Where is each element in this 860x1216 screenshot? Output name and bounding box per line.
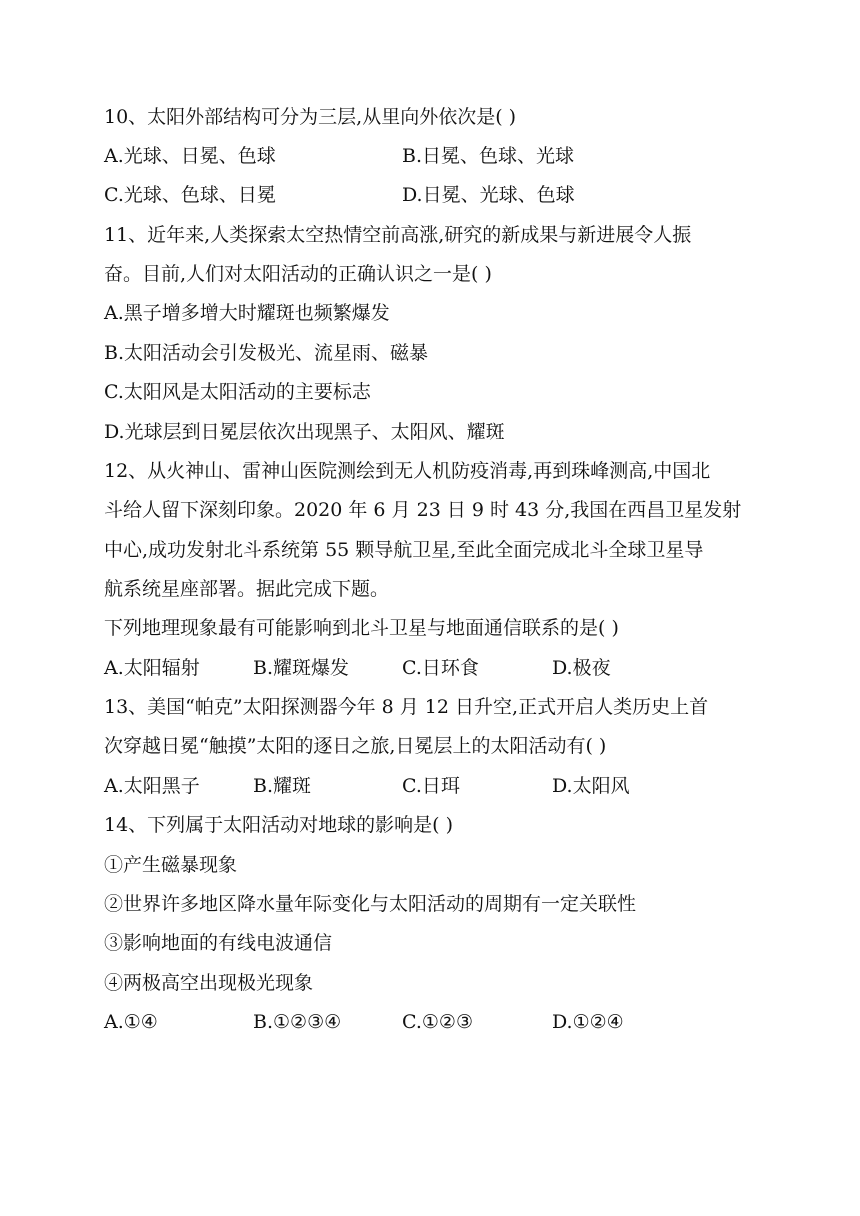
question-11-stem-line-2: 奋。目前,人们对太阳活动的正确认识之一是( ): [104, 263, 492, 285]
question-14-statement-2: ②世界许多地区降水量年际变化与太阳活动的周期有一定关联性: [104, 893, 637, 915]
question-13-option-d: D.太阳风: [552, 775, 630, 797]
question-12-stem-line-1: 12、从火神山、雷神山医院测绘到无人机防疫消毒,再到珠峰测高,中国北: [104, 460, 711, 482]
question-10-option-a: A.光球、日冕、色球: [104, 145, 276, 167]
question-10-option-b: B.日冕、色球、光球: [402, 145, 575, 167]
question-14-stem: 14、下列属于太阳活动对地球的影响是( ): [104, 814, 454, 836]
question-12-stem-line-2: 斗给人留下深刻印象。2020 年 6 月 23 日 9 时 43 分,我国在西昌卫星发射: [104, 499, 742, 521]
question-10-option-c: C.光球、色球、日冕: [104, 184, 276, 206]
question-12-stem-line-3: 中心,成功发射北斗系统第 55 颗导航卫星,至此全面完成北斗全球卫星导: [104, 539, 704, 561]
question-11-option-d: D.光球层到日冕层依次出现黑子、太阳风、耀斑: [104, 421, 505, 443]
question-11-option-b: B.太阳活动会引发极光、流星雨、磁暴: [104, 342, 429, 364]
question-13-option-a: A.太阳黑子: [104, 775, 200, 797]
question-14-option-c: C.①②③: [402, 1011, 473, 1033]
question-12-option-d: D.极夜: [552, 657, 611, 679]
question-13-option-c: C.日珥: [402, 775, 460, 797]
question-10-option-d: D.日冕、光球、色球: [402, 184, 575, 206]
question-13-stem-line-2: 次穿越日冕“触摸”太阳的逐日之旅,日冕层上的太阳活动有( ): [104, 735, 607, 757]
question-13-stem-line-1: 13、美国“帕克”太阳探测器今年 8 月 12 日升空,正式开启人类历史上首: [104, 696, 709, 718]
question-11-stem-line-1: 11、近年来,人类探索太空热情空前高涨,研究的新成果与新进展令人振: [104, 224, 692, 246]
question-14-statement-4: ④两极高空出现极光现象: [104, 972, 314, 994]
question-12-option-b: B.耀斑爆发: [253, 657, 350, 679]
question-12-option-c: C.日环食: [402, 657, 479, 679]
question-12-stem-line-4: 航系统星座部署。据此完成下题。: [104, 578, 390, 600]
question-11-option-c: C.太阳风是太阳活动的主要标志: [104, 381, 371, 403]
question-11-option-a: A.黑子增多增大时耀斑也频繁爆发: [104, 302, 390, 324]
question-12-option-a: A.太阳辐射: [104, 657, 200, 679]
question-14-option-a: A.①④: [104, 1011, 158, 1033]
question-14-statement-1: ①产生磁暴现象: [104, 854, 238, 876]
question-14-option-d: D.①②④: [552, 1011, 624, 1033]
question-14-statement-3: ③影响地面的有线电波通信: [104, 932, 333, 954]
question-12-sub-question: 下列地理现象最有可能影响到北斗卫星与地面通信联系的是( ): [104, 617, 619, 639]
question-10-stem: 10、太阳外部结构可分为三层,从里向外依次是( ): [104, 106, 517, 128]
question-14-option-b: B.①②③④: [253, 1011, 342, 1033]
question-13-option-b: B.耀斑: [253, 775, 312, 797]
